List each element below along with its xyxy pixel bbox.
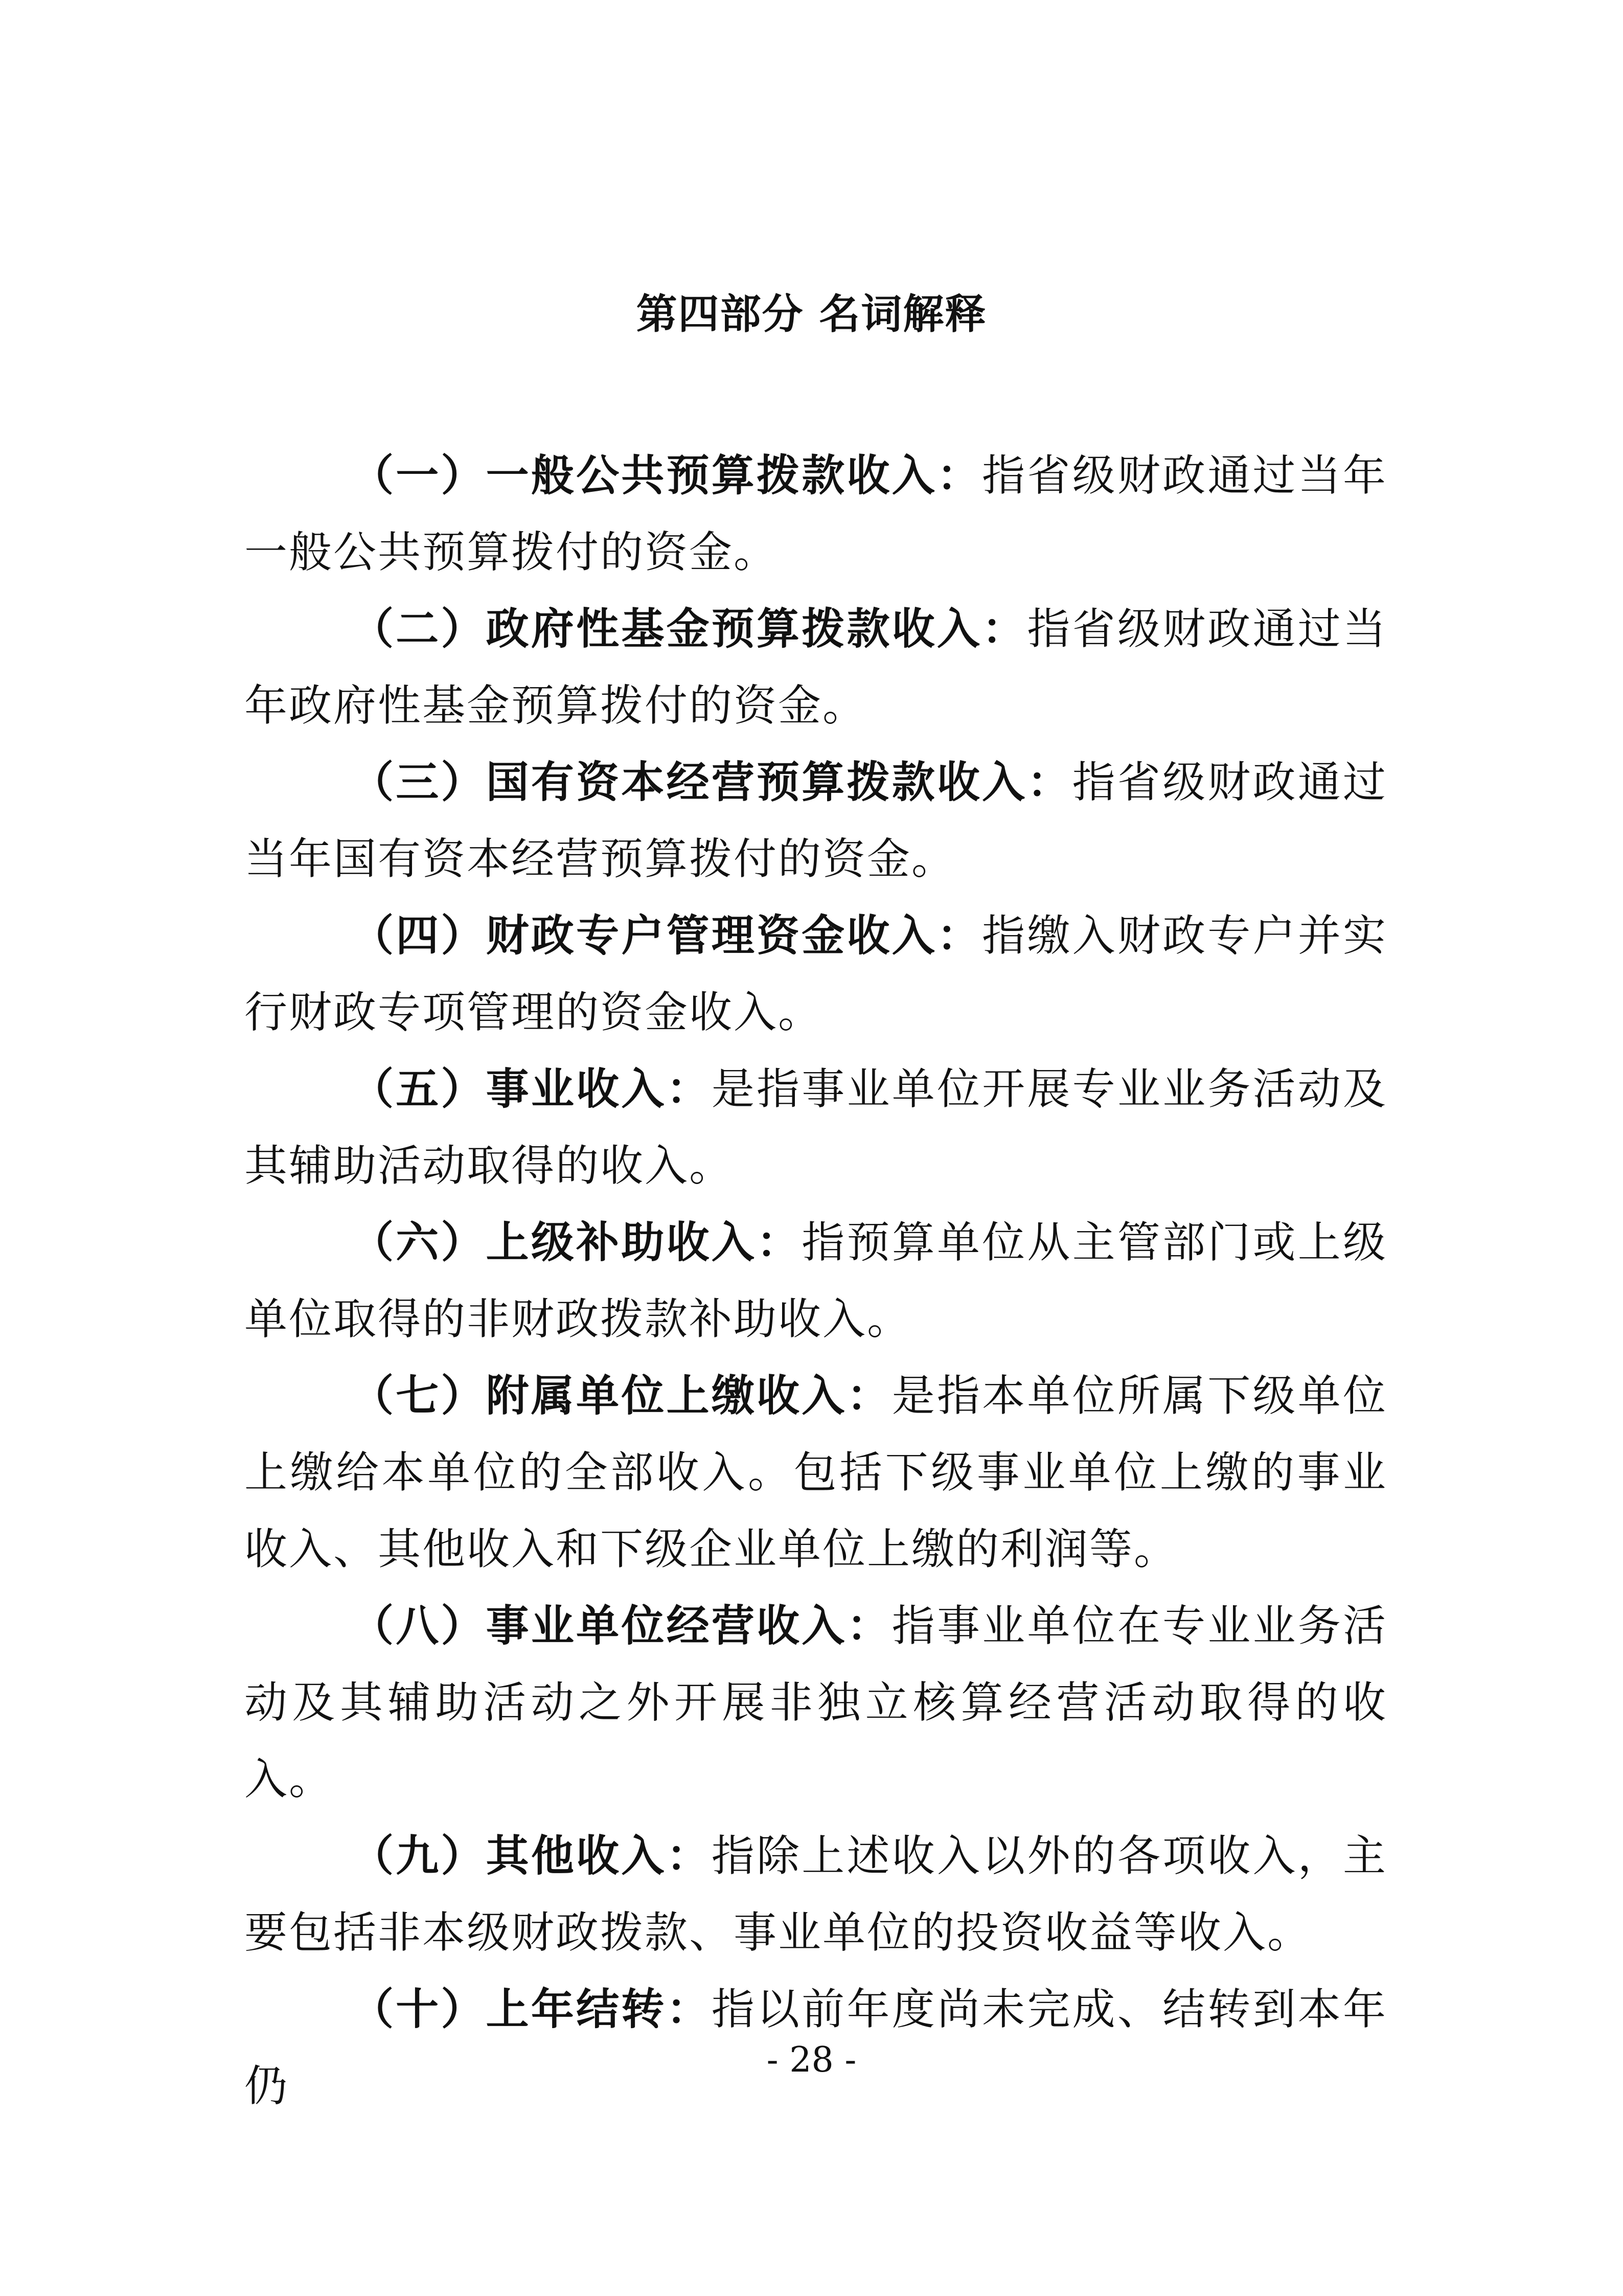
entry-definition: 是指事业单位开展专业业务活动及其辅助活动取得的收入。 <box>244 1064 1387 1191</box>
glossary-entry <box>244 897 1387 1051</box>
entry-term: （八）事业单位经营收入： <box>351 1600 892 1651</box>
glossary-entry <box>244 437 1387 590</box>
entry-term: （十）上年结转： <box>351 1984 712 2034</box>
glossary-entry <box>244 744 1387 897</box>
entry-term: （一）一般公共预算拨款收入： <box>351 450 982 501</box>
entry-definition: 指以前年度尚未完成、结转到本年仍 <box>244 1984 1387 2111</box>
entry-definition: 指省级财政通过当年国有资本经营预算拨付的资金。 <box>244 757 1387 884</box>
entry-term: （四）财政专户管理资金收入： <box>351 910 982 961</box>
glossary-entry <box>244 1587 1387 1817</box>
glossary-entry <box>244 1051 1387 1204</box>
entry-definition: 指预算单位从主管部门或上级单位取得的非财政拨款补助收入。 <box>244 1217 1387 1344</box>
entry-definition: 是指本单位所属下级单位上缴给本单位的全部收入。包括下级事业单位上缴的事业收入、其他收入和下级企业单位上缴的利润等。 <box>244 1371 1387 1574</box>
entry-term: （二）政府性基金预算拨款收入： <box>351 603 1027 654</box>
page-number: - 28 - <box>766 2040 857 2080</box>
glossary-body <box>244 437 1387 2124</box>
entry-definition: 指除上述收入以外的各项收入，主要包括非本级财政拨款、事业单位的投资收益等收入。 <box>244 1831 1387 1958</box>
entry-definition: 指缴入财政专户并实行财政专项管理的资金收入。 <box>244 911 1387 1037</box>
entry-term: （七）附属单位上缴收入： <box>351 1370 892 1421</box>
glossary-entry <box>244 590 1387 744</box>
entry-term: （五）事业收入： <box>351 1063 712 1114</box>
glossary-entry <box>244 1357 1387 1587</box>
glossary-entry <box>244 1817 1387 1971</box>
glossary-entry <box>244 1204 1387 1357</box>
entry-definition: 指省级财政通过当年政府性基金预算拨付的资金。 <box>244 604 1387 731</box>
entry-term: （三）国有资本经营预算拨款收入： <box>351 757 1072 807</box>
page-title: 第四部分 名词解释 <box>636 290 987 338</box>
entry-definition: 指事业单位在专业业务活动及其辅助活动之外开展非独立核算经营活动取得的收入。 <box>244 1601 1387 1804</box>
entry-term: （九）其他收入： <box>351 1830 712 1881</box>
entry-term: （六）上级补助收入： <box>351 1217 802 1267</box>
entry-definition: 指省级财政通过当年一般公共预算拨付的资金。 <box>244 450 1387 577</box>
